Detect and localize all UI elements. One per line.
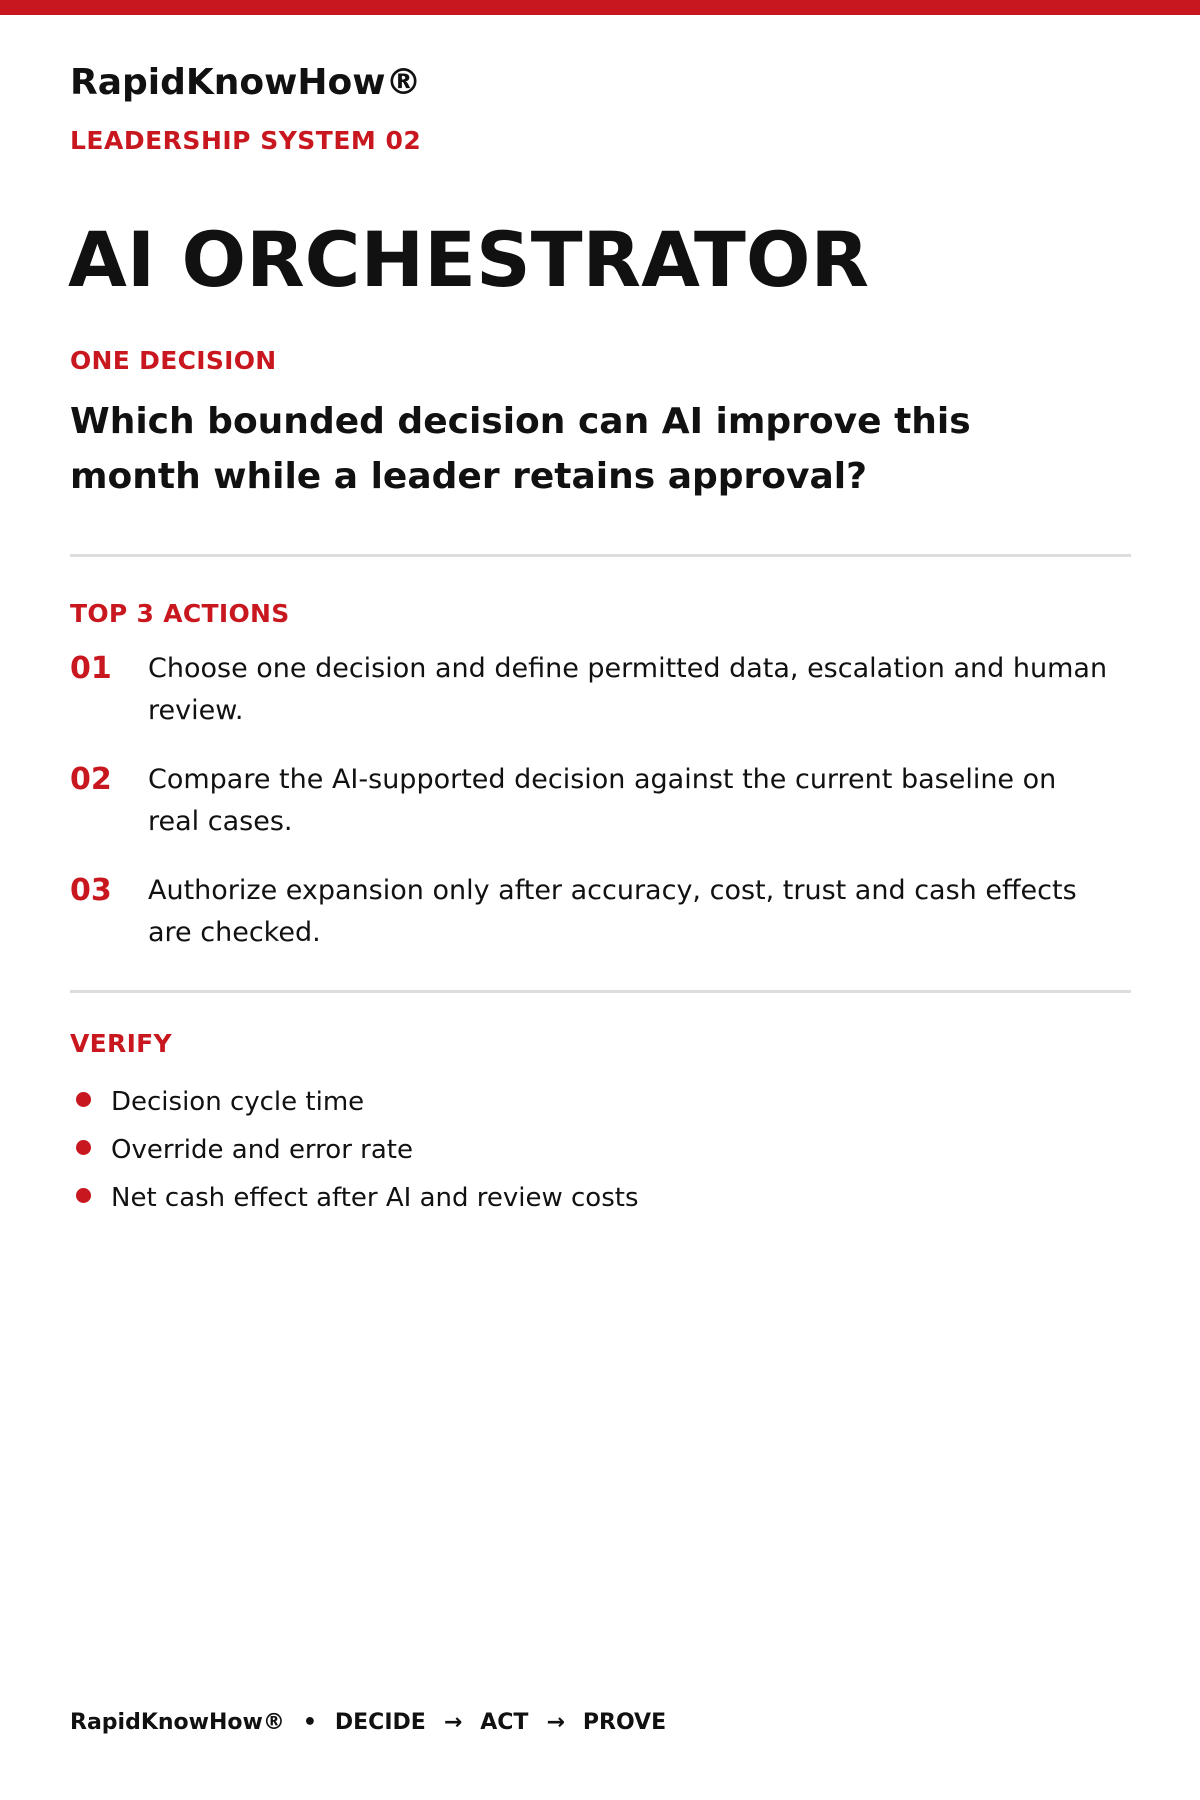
verify-item [70,1126,639,1174]
footer [70,1710,666,1735]
verify-text: Override and error rate [111,1135,413,1165]
arrow-right-icon: → [443,1710,463,1735]
top-accent-bar [0,0,1200,15]
red-dot-icon [76,1140,91,1155]
decision-question: Which bounded decision can AI improve this month while a leader retains approval? [70,401,971,497]
page-title: AI ORCHESTRATOR [68,215,869,304]
action-number: 03 [70,873,112,908]
footer-separator: • [302,1710,317,1735]
footer-brand: RapidKnowHow® [70,1710,285,1735]
action-text: Authorize expansion only after accuracy, cost, trust and cash effects are checked. [148,875,1077,948]
arrow-right-icon: → [546,1710,565,1735]
action-number: 02 [70,762,112,797]
action-text: Choose one decision and define permitted data, escalation and human review. [148,653,1108,726]
action-text: Compare the AI-supported decision against the current baseline on real cases. [148,764,1057,837]
action-number: 01 [70,651,112,686]
verify-item [70,1078,639,1126]
verify-text: Net cash effect after AI and review costs [111,1183,639,1213]
divider [70,990,1131,993]
verify-text: Decision cycle time [111,1087,365,1117]
red-dot-icon [76,1188,91,1203]
actions-section-label: TOP 3 ACTIONS [70,599,290,628]
verify-list [70,1078,639,1222]
red-dot-icon [76,1092,91,1107]
brand-name: RapidKnowHow® [70,62,422,103]
divider [70,554,1131,557]
verify-section-label: VERIFY [70,1029,172,1058]
verify-item [70,1174,639,1222]
footer-step-decide: DECIDE [334,1710,426,1735]
footer-step-act: ACT [480,1710,529,1735]
footer-step-prove: PROVE [582,1710,667,1735]
decision-section-label: ONE DECISION [70,346,277,375]
action-item [70,648,1130,732]
actions-list [70,648,1130,981]
system-label: LEADERSHIP SYSTEM 02 [70,126,422,155]
action-item [70,759,1130,843]
action-item [70,870,1130,954]
